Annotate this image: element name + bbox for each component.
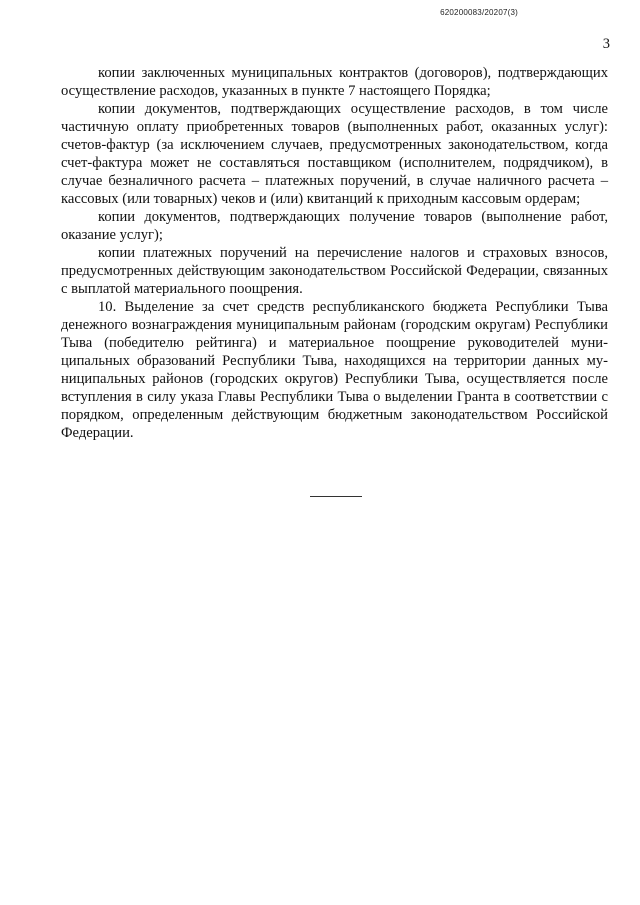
document-code: 620200083/20207(3): [440, 8, 518, 17]
paragraph-payment-orders: копии платежных поручений на перечисление налогов и страховых взносов, предусмотренных действующим законодательством Российской Федерации, связанных с выплатой материального поощрения.: [61, 245, 608, 297]
paragraph-contracts-copies: копии заключенных муниципальных контрактов (договоров), подтверждающих осуществление расходов, указанных в пункте 7 настоящего Порядка;: [61, 65, 608, 99]
end-separator-line: [310, 496, 362, 497]
page-number: 3: [602, 36, 610, 52]
paragraph-expense-documents: копии документов, подтверждающих осуществление расходов, в том числе частичную оплату приобретенных товаров (выполненных работ, оказанных услуг): счетов-фактур (за исключением случаев, предусмотренных законодательством, когда счет-фактура может не составляться поставщиком (исполнителем, подрядчиком), в случае безналичного расчета – платежных поручений, в случае наличного расчета – кассовых (или товарных) чеков и (или) квитанций к приходным кассовым ордерам;: [61, 101, 608, 207]
paragraph-receipt-documents: копии документов, подтверждающих получение товаров (выполнение работ, оказание услуг);: [61, 209, 608, 243]
paragraph-item-10: 10. Выделение за счет средств республиканского бюджета Республики Тыва денежного вознаграждения муниципальным районам (городским округам) Республики Тыва (победителю рейтинга) и материальное поощрение руководителей муниципальных образований Республики Тыва, находящихся на территории данных муниципальных районов (городских округов) Республики Тыва, осуществляется после вступления в силу указа Главы Республики Тыва о выделении Гранта в соответствии с порядком, определенным действующим бюджетным законодательством Российской Федерации.: [61, 299, 608, 441]
document-body: [61, 64, 608, 442]
